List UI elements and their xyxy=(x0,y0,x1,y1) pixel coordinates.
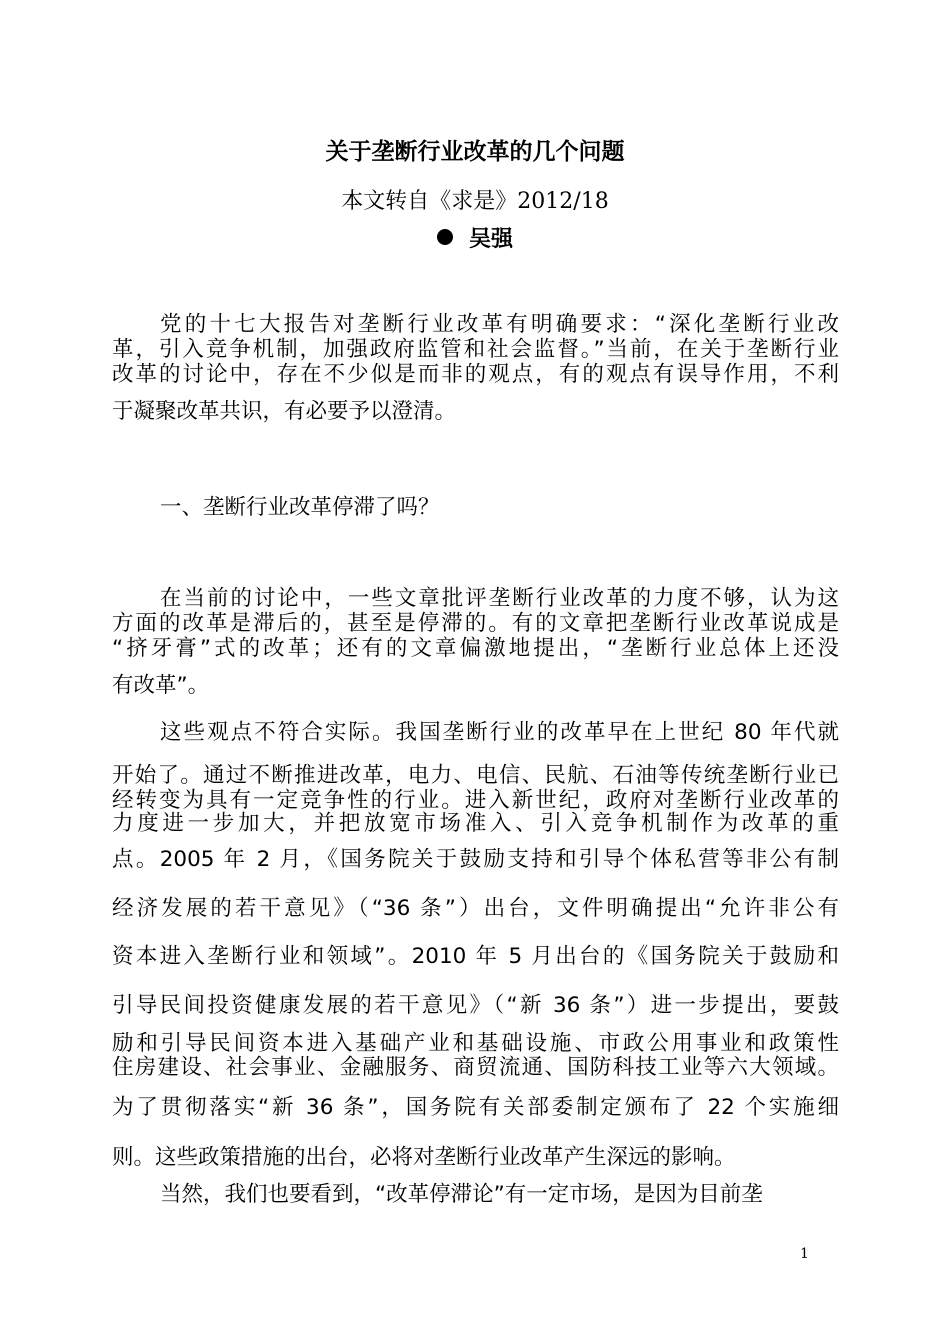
paragraph-line: “挤牙膏”式的改革；还有的文章偏激地提出，“垄断行业总体上还没 xyxy=(112,636,839,661)
paragraph-line: 励和引导民间资本进入基础产业和基础设施、市政公用事业和政策性 xyxy=(112,1031,839,1056)
paragraph-line: 有改革”。 xyxy=(112,673,210,698)
document-source: 本文转自《求是》2012/18 xyxy=(341,189,609,214)
paragraph-line: 点。2005 年 2 月，《国务院关于鼓励支持和引导个体私营等非公有制 xyxy=(112,847,839,872)
section-heading: 一、垄断行业改革停滞了吗？ xyxy=(160,495,440,520)
author-name: 吴强 xyxy=(468,227,513,252)
paragraph-line: 经转变为具有一定竞争性的行业。进入新世纪，政府对垄断行业改革的 xyxy=(112,788,839,813)
author-line xyxy=(0,222,950,253)
paragraph-line: 经济发展的若干意见》（“36 条”）出台，文件明确提出“允许非公有 xyxy=(112,896,839,921)
paragraph-line: 引导民间投资健康发展的若干意见》（“新 36 条”）进一步提出，要鼓 xyxy=(112,993,839,1018)
paragraph-line: 住房建设、社会事业、金融服务、商贸流通、国防科技工业等六大领域。 xyxy=(112,1055,839,1080)
paragraph-line: 资本进入垄断行业和领域”。2010 年 5 月出台的《国务院关于鼓励和 xyxy=(112,944,839,969)
paragraph-line: 开始了。通过不断推进改革，电力、电信、民航、石油等传统垄断行业已 xyxy=(112,763,839,788)
paragraph-line: 改革的讨论中，存在不少似是而非的观点，有的观点有误导作用，不利 xyxy=(112,362,839,387)
paragraph-line: 于凝聚改革共识，有必要予以澄清。 xyxy=(112,399,457,424)
paragraph-line: 则。这些政策措施的出台，必将对垄断行业改革产生深远的影响。 xyxy=(112,1145,736,1170)
paragraph-line: 在当前的讨论中，一些文章批评垄断行业改革的力度不够，认为这 xyxy=(160,586,839,611)
paragraph-line: 力度进一步加大，并把放宽市场准入、引入竞争机制作为改革的重 xyxy=(112,811,839,836)
paragraph-line: 为了贯彻落实“新 36 条”，国务院有关部委制定颁布了 22 个实施细 xyxy=(112,1095,839,1120)
bullet-icon xyxy=(437,229,453,245)
page-number: 1 xyxy=(800,1246,809,1262)
paragraph-line: 革，引入竞争机制，加强政府监管和社会监督。”当前，在关于垄断行业 xyxy=(112,337,839,362)
document-title: 关于垄断行业改革的几个问题 xyxy=(325,139,625,165)
paragraph-line: 这些观点不符合实际。我国垄断行业的改革早在上世纪 80 年代就 xyxy=(160,720,839,745)
paragraph-line: 党的十七大报告对垄断行业改革有明确要求：“深化垄断行业改 xyxy=(160,312,839,337)
paragraph-line: 方面的改革是滞后的，甚至是停滞的。有的文章把垄断行业改革说成是 xyxy=(112,611,839,636)
paragraph-line: 当然，我们也要看到，“改革停滞论”有一定市场，是因为目前垄 xyxy=(160,1182,763,1207)
